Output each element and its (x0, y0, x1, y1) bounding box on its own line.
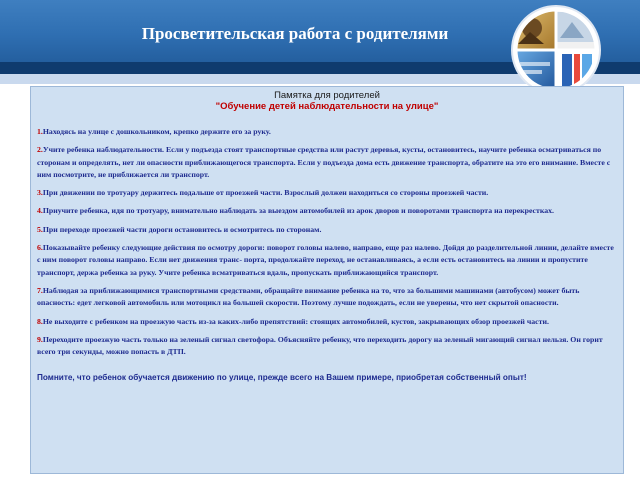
slide-title: Просветительская работа с родителями (141, 24, 449, 43)
memo-panel (30, 86, 624, 474)
memo-item: 3.При движении по тротуару держитесь подальше от проезжей части. Взрослый должен находиться со стороны проезжей части. (37, 188, 489, 198)
memo-item: 6.Показывайте ребенку следующие действия по осмотру дороги: поворот головы налево, направо, еще раз налево. Дойдя до разделительной линии, делайте вместе с ним поворот головы направо. Если нет движения транс- порта, продолжайте переход, не останавливаясь, а если есть остановитесь на линии и пропустите транспорт, держа ребенка за руку. Учите ребенка всматриваться вдаль, пропускать приближающийся транспорт. (37, 243, 614, 277)
memo-title: Памятка для родителей (274, 90, 380, 101)
memo-item: 2.Учите ребенка наблюдательности. Если у подъезда стоят транспортные средства или растут деревья, кусты, остановитесь, научите ребенка осматриваться по сторонам и определять, нет ли опасности приближающегося транспорта. Если у подъезда дома есть движение транспорта, обратите на это его внимание. Вместе с ним посмотрите, не приближается ли транспорт. (37, 145, 611, 179)
memo-item: 8.Не выходите с ребенком на проезжую часть из-за каких-либо препятствий: стоящих автомобилей, кустов, закрывающих обзор проезжей части. (37, 316, 549, 326)
memo-item: 1.Находясь на улице с дошкольником, крепко держите его за руку. (37, 127, 271, 136)
memo-subtitle: "Обучение детей наблюдательности на улице" (215, 101, 439, 112)
memo-item: 9.Переходите проезжую часть только на зеленый сигнал светофора. Объясняйте ребенку, что переходить дорогу на зеленый мигающий сигнал нельзя. Он горит всего три секунды, можно попасть в ДТП. (37, 334, 603, 357)
memo-items (37, 126, 617, 358)
memo-item: 7.Наблюдая за приближающимися транспортными средствами, обращайте внимание ребенка на то, что за большими машинами (автобусом) может быть опасность: едет легковой автомобиль или мотоцикл на большей скорости. Поэтому лучше подождать, если не уверены, что нет скрытой опасности. (37, 285, 580, 308)
photo-collage-logo-icon (510, 4, 602, 96)
memo-item: 5.При переходе проезжей части дороги остановитесь и осмотритесь по сторонам. (37, 224, 322, 234)
memo-closing-note: Помните, что ребенок обучается движению по улице, прежде всего на Вашем примере, приобретая собственный опыт! (37, 373, 527, 383)
memo-item: 4.Приучите ребенка, идя по тротуару, внимательно наблюдать за выездом автомобилей из арок дворов и поворотами транспорта на перекрестках. (37, 206, 554, 216)
